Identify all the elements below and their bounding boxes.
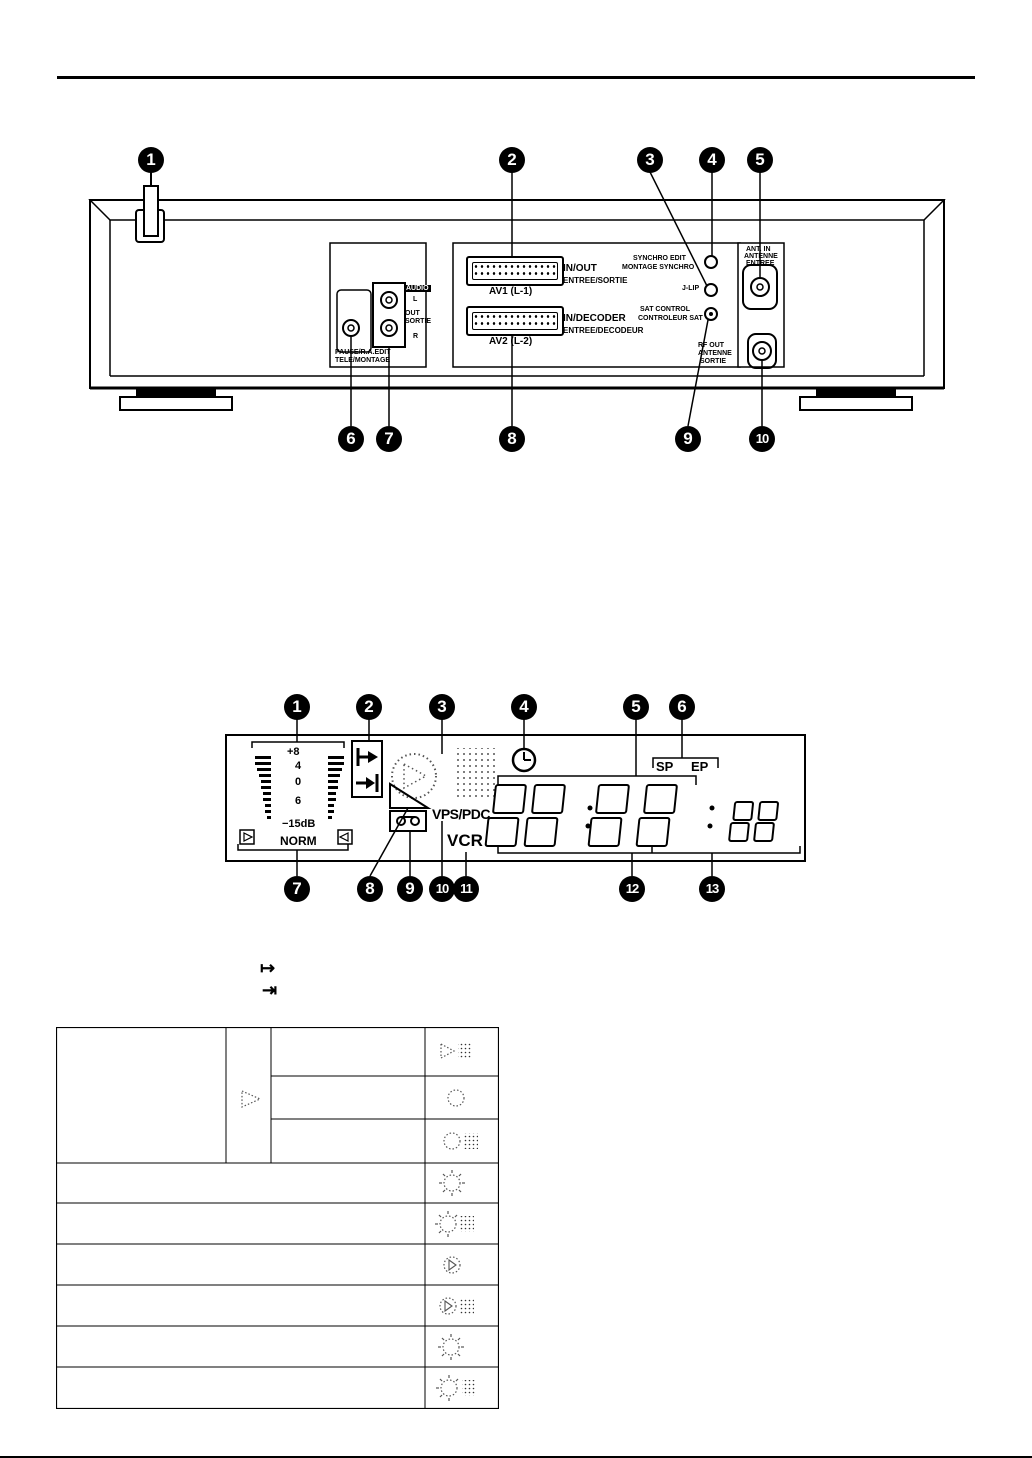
synchro-edit-label: SYNCHRO EDIT — [633, 255, 686, 262]
sat-control-label: SAT CONTROL — [640, 306, 691, 313]
rear-callout-6: 6 — [338, 426, 364, 452]
level-label-plus8: +8 — [287, 746, 300, 758]
level-label-4: 4 — [295, 760, 302, 772]
rear-callout-10: 10 — [749, 426, 775, 452]
display-callout-11: 11 — [453, 876, 479, 902]
rear-panel-diagram — [0, 0, 1032, 470]
av2-indecoder-label: IN/DECODER — [563, 313, 626, 324]
scart-av2-connector — [466, 306, 564, 336]
scart-av1-connector — [466, 256, 564, 286]
arrow-end-icon: ⇥ — [262, 980, 278, 1000]
display-callout-12: 12 — [619, 876, 645, 902]
sp-indicator: SP — [656, 759, 674, 774]
display-callout-6: 6 — [669, 694, 695, 720]
rf-out-label: RF OUT — [698, 342, 725, 349]
rear-callout-1: 1 — [138, 147, 164, 173]
display-callout-1: 1 — [284, 694, 310, 720]
display-callout-2: 2 — [356, 694, 382, 720]
audio-r-label: R — [413, 333, 419, 340]
level-label-6: 6 — [295, 795, 302, 807]
ant-in-entree-label: ENTREE — [746, 260, 775, 267]
audio-sortie-label: SORTIE — [405, 318, 432, 325]
display-callout-5: 5 — [623, 694, 649, 720]
display-callout-9: 9 — [397, 876, 423, 902]
mode-table-grid — [56, 1027, 499, 1409]
mode-indicator-table — [56, 1027, 499, 1409]
level-label-0: 0 — [295, 776, 302, 788]
display-callout-13: 13 — [699, 876, 725, 902]
montage-synchro-label: MONTAGE SYNCHRO — [622, 264, 695, 271]
vps-pdc-indicator: VPS/PDC — [432, 806, 490, 822]
norm-indicator: NORM — [280, 834, 317, 848]
av1-label: AV1 (L-1) — [489, 286, 533, 297]
rf-out-sortie-label: SORTIE — [700, 358, 727, 365]
rear-callout-5: 5 — [747, 147, 773, 173]
rear-callout-7: 7 — [376, 426, 402, 452]
rear-callout-4: 4 — [699, 147, 725, 173]
audio-l-label: L — [413, 296, 418, 303]
arrow-start-icon: ↦ — [260, 958, 276, 978]
pause-edit-label: PAUSE/R.A.EDIT — [335, 349, 391, 356]
display-callout-8: 8 — [357, 876, 383, 902]
front-display-diagram — [0, 680, 1032, 920]
controleur-sat-label: CONTROLEUR SAT — [638, 315, 703, 322]
rear-callout-2: 2 — [499, 147, 525, 173]
ep-indicator: EP — [691, 759, 709, 774]
display-callout-4: 4 — [511, 694, 537, 720]
audio-label: AUDIO — [406, 285, 429, 292]
level-label-minus15db: −15dB — [282, 818, 316, 830]
vcr-indicator: VCR — [447, 831, 483, 850]
ant-in-label: ANT. IN — [746, 246, 771, 253]
rear-panel-outline — [0, 0, 1032, 470]
display-callout-10: 10 — [429, 876, 455, 902]
av2-label: AV2 (L-2) — [489, 336, 533, 347]
rear-callout-3: 3 — [637, 147, 663, 173]
rear-callout-9: 9 — [675, 426, 701, 452]
rear-callout-8: 8 — [499, 426, 525, 452]
av2-entree-decodeur-label: ENTREE/DECODEUR — [563, 326, 644, 335]
jlip-label: J-LIP — [682, 285, 700, 292]
tele-montage-label: TELE/MONTAGE — [335, 357, 391, 364]
display-callout-7: 7 — [284, 876, 310, 902]
rf-out-antenne-label: ANTENNE — [698, 350, 732, 357]
av1-entree-sortie-label: ENTREE/SORTIE — [563, 276, 628, 285]
ant-in-antenne-label: ANTENNE — [744, 253, 778, 260]
display-callout-3: 3 — [429, 694, 455, 720]
av1-inout-label: IN/OUT — [563, 263, 597, 274]
audio-out-label: OUT — [405, 310, 420, 317]
